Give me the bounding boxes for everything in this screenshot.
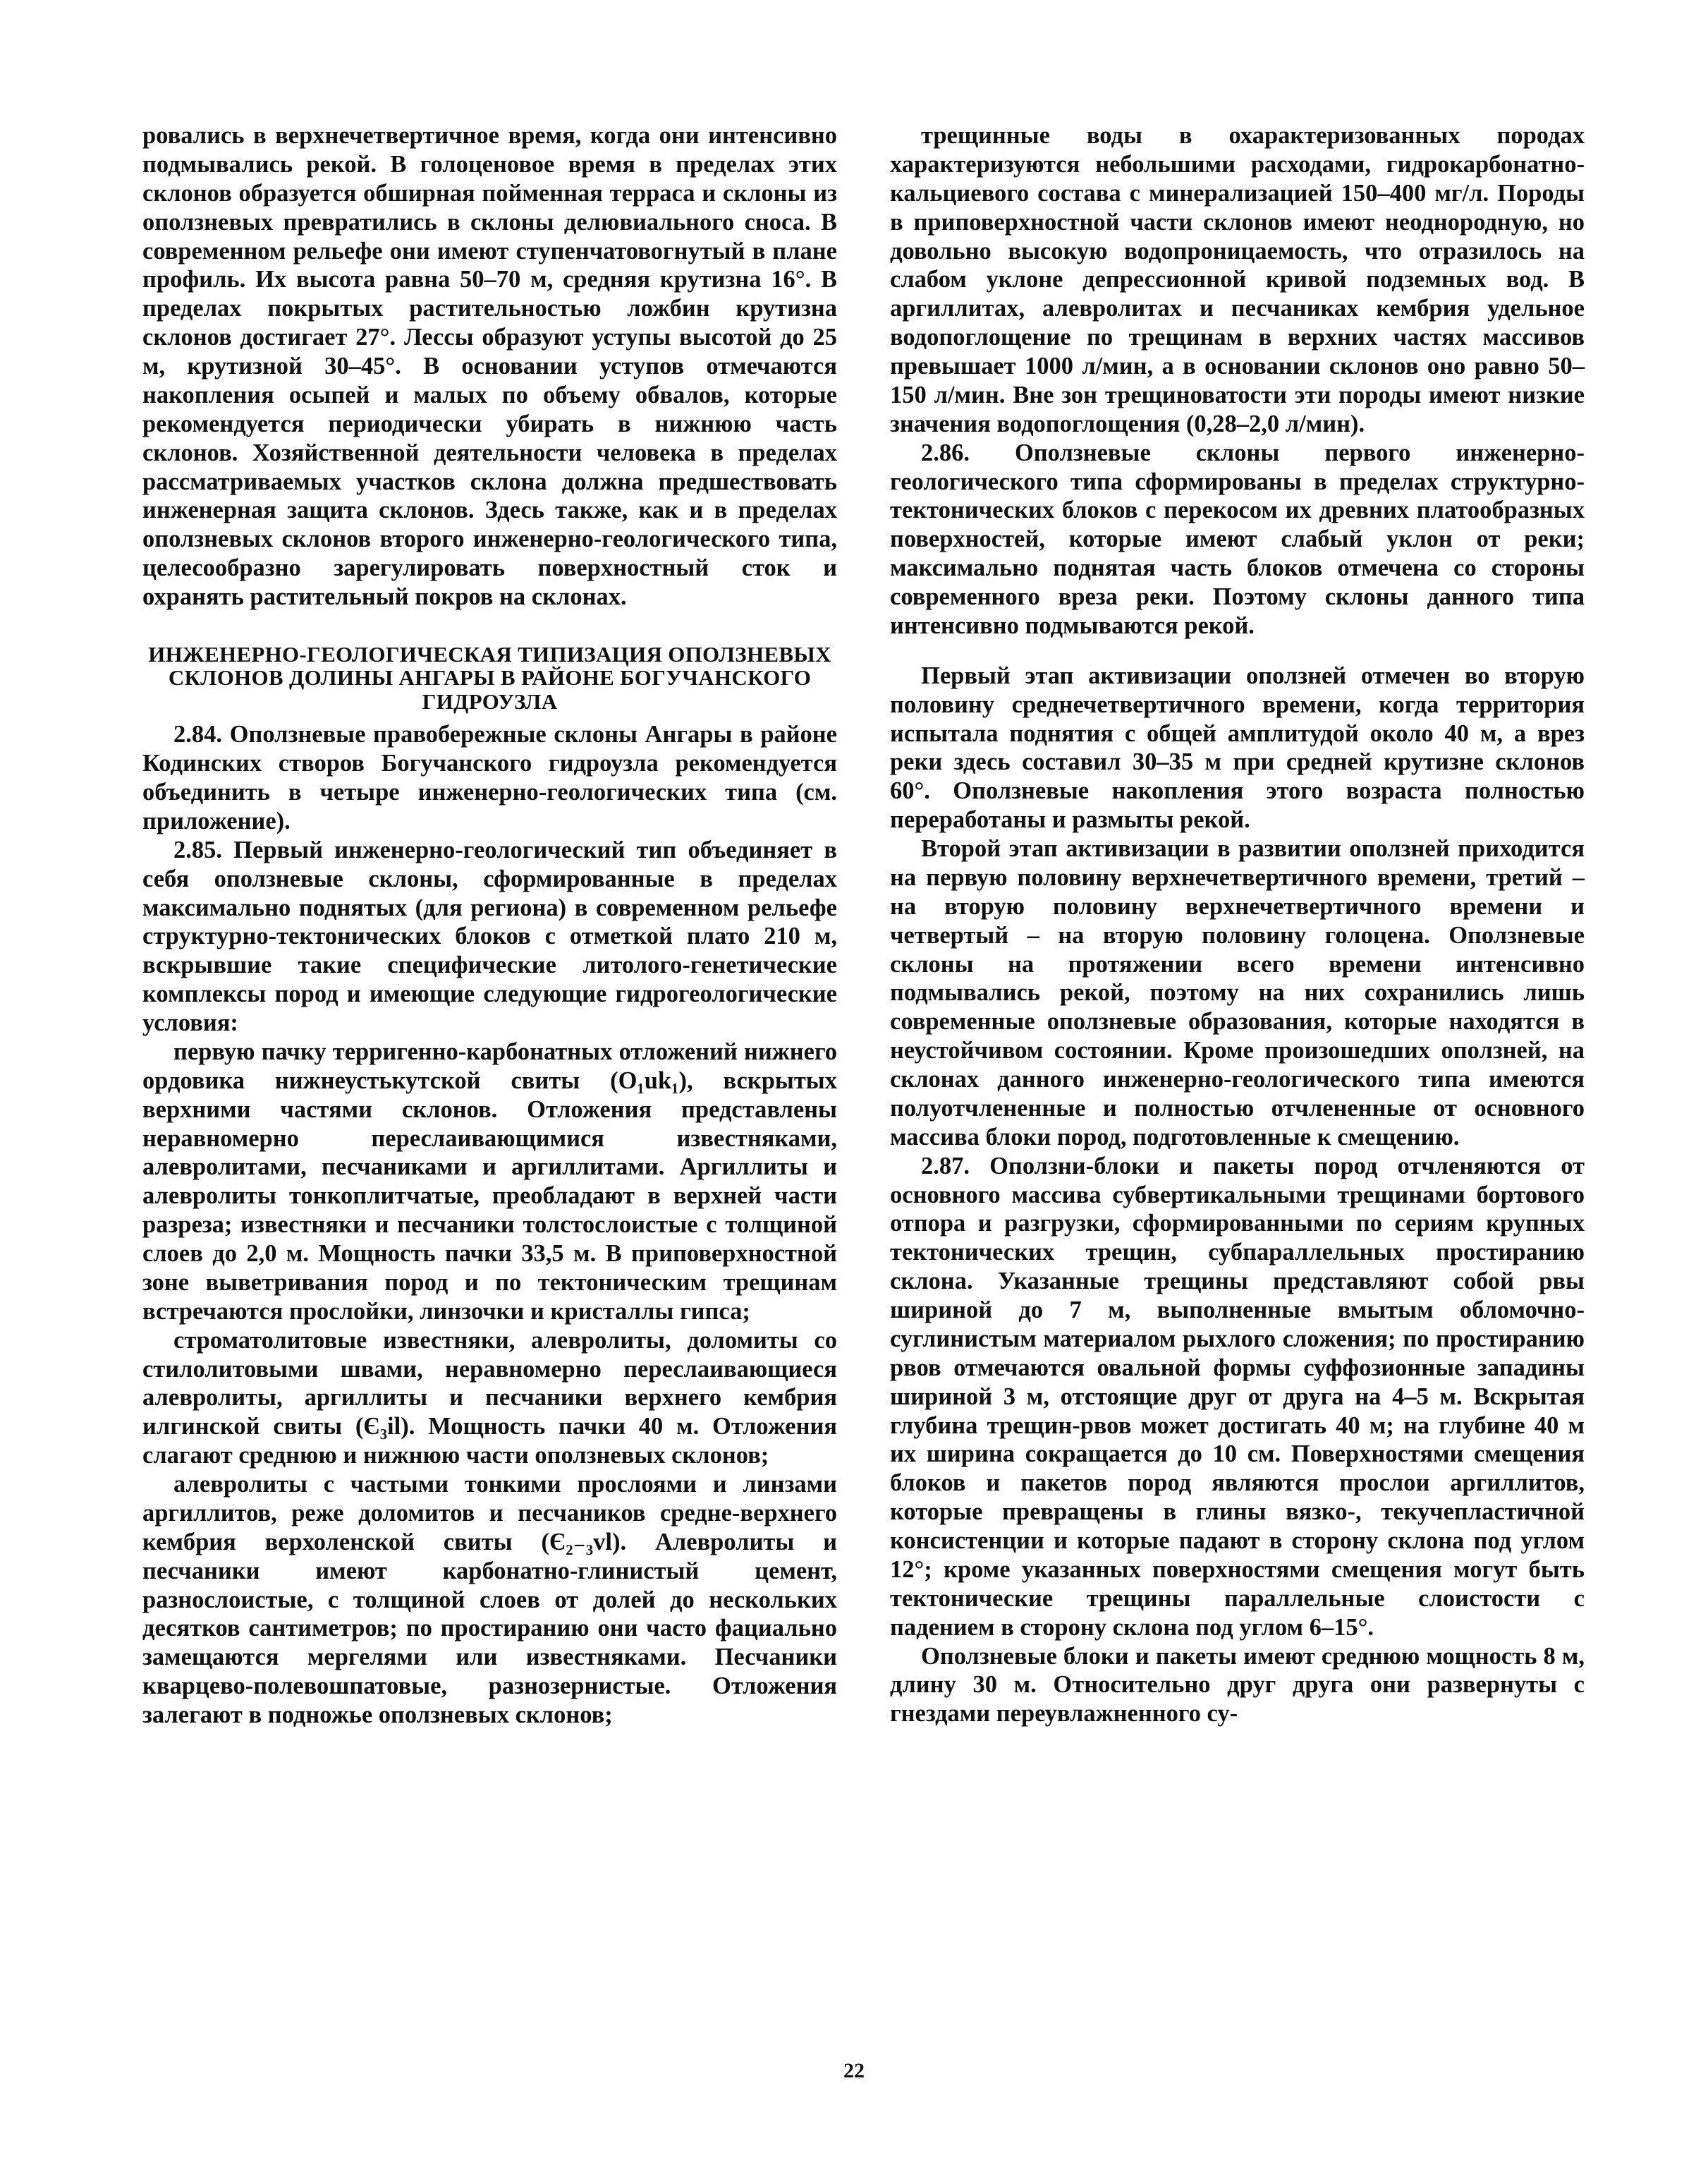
- paragraph-2-87: 2.87. Оползни-блоки и пакеты пород отчленяются от основного массива субвертикальными трещинами бортового отпора и разгрузки, сформированными по сериям крупных тектонических трещин, субпараллельных простиранию склона. Указанные трещины представляют собой рвы шириной до 7 м, выполненные вмытым обломочно-суглинистым материалом рыхлого сложения; по простиранию рвов отмечаются овальной формы суффозионные западины шириной 3 м, отстоящие друг от друга на 4–5 м. Вскрытая глубина трещин-рвов может достигать 40 м; на глубине 40 м их ширина сокращается до 10 см. Поверхностями смещения блоков и пакетов пород являются прослои аргиллитов, которые превращены в глины вязко-, текучепластичной консистенции и которые падают в сторону склона под углом 12°; кроме указанных поверхностями смещения могут быть тектонические трещины параллельные слоистости с падением в сторону склона под углом 6–15°.: [890, 1152, 1585, 1641]
- left-column: [142, 121, 837, 1730]
- paragraph-2-85: 2.85. Первый инженерно-геологический тип объединяет в себя оползневые склоны, сформированные в пределах максимально поднятых (для региона) в современном рельефе структурно-тектонических блоков с отметкой плато 210 м, вскрывшие такие специфические литолого-генетические комплексы пород и имеющие следующие гидрогеологические условия:: [142, 836, 837, 1037]
- paragraph: ровались в верхнечетвертичное время, когда они интенсивно подмывались рекой. В голоценовое время в пределах этих склонов образуется обширная пойменная терраса и склоны из оползневых превратились в склоны делювиального сноса. В современном рельефе они имеют ступенчатовогнутый в плане профиль. Их высота равна 50–70 м, средняя крутизна 16°. В пределах покрытых растительностью ложбин крутизна склонов достигает 27°. Лессы образуют уступы высотой до 25 м, крутизной 30–45°. В основании уступов отмечаются накопления осыпей и малых по объему обвалов, которые рекомендуется периодически убирать в нижнюю часть склонов. Хозяйственной деятельности человека в пределах рассматриваемых участков склона должна предшествовать инженерная защита склонов. Здесь также, как и в пределах оползневых склонов второго инженерно-геологического типа, целесообразно зарегулировать поверхностный сток и охранять растительный покров на склонах.: [142, 122, 837, 610]
- right-column: [890, 121, 1585, 1728]
- paragraph: Оползневые блоки и пакеты имеют среднюю мощность 8 м, длину 30 м. Относительно друг друга они развернуты с гнездами переувлажненного су-: [890, 1642, 1585, 1728]
- page-number: 22: [843, 2059, 865, 2082]
- paragraph-2-86: 2.86. Оползневые склоны первого инженерно-геологического типа сформированы в пределах структурно-тектонических блоков с перекосом их древних платообразных поверхностей, которые имеют слабый уклон от реки; максимально поднятая часть блоков отмечена со стороны современного вреза реки. Поэтому склоны данного типа интенсивно подмываются рекой.: [890, 439, 1585, 639]
- paragraph: Первый этап активизации оползней отмечен во вторую половину среднечетвертичного времени, когда территория испытала поднятия с общей амплитудой около 40 м, а врез реки здесь составил 30–35 м при средней крутизне склонов 60°. Оползневые накопления этого возраста полностью переработаны и размыты рекой.: [890, 662, 1585, 834]
- paragraph: строматолитовые известняки, алевролиты, доломиты со стилолитовыми швами, неравномерно переслаивающиеся алевролиты, аргиллиты и песчаники верхнего кембрия илгинской свиты (Є₃il). Мощность пачки 40 м. Отложения слагают среднюю и нижнюю части оползневых склонов;: [142, 1326, 837, 1469]
- paragraph-2-84: 2.84. Оползневые правобережные склоны Ангары в районе Кодинских створов Богучанского гидроузла рекомендуется объединить в четыре инженерно-геологических типа (см. приложение).: [142, 721, 837, 834]
- paragraph: трещинные воды в охарактеризованных породах характеризуются небольшими расходами, гидрокарбонатно-кальциевого состава с минерализацией 150–400 мг/л. Породы в приповерхностной части склонов имеют неоднородную, но довольно высокую водопроницаемость, что отразилось на слабом уклоне депрессионной кривой подземных вод. В аргиллитах, алевролитах и песчаниках кембрия удельное водопоглощение по трещинам в верхних частях массивов превышает 1000 л/мин, а в основании склонов оно равно 50–150 л/мин. Вне зон трещиноватости эти породы имеют низкие значения водопоглощения (0,28–2,0 л/мин).: [890, 122, 1585, 437]
- paragraph: алевролиты с частыми тонкими прослоями и линзами аргиллитов, реже доломитов и песчаников средне-верхнего кембрия верхоленской свиты (Є₂₋₃vl). Алевролиты и песчаники имеют карбонатно-глинистый цемент, разнослоистые, с толщиной слоев от долей до нескольких десятков сантиметров; по простиранию они часто фациально замещаются мергелями или известняками. Песчаники кварцево-полевошпатовые, разнозернистые. Отложения залегают в подножье оползневых склонов;: [142, 1471, 837, 1729]
- section-heading: ИНЖЕНЕРНО-ГЕОЛОГИЧЕСКАЯ ТИПИЗАЦИЯ ОПОЛЗНЕВЫХ СКЛОНОВ ДОЛИНЫ АНГАРЫ В РАЙОНЕ БОГУЧАНСКОГО ГИДРОУЗЛА: [148, 641, 831, 714]
- paragraph: первую пачку терригенно-карбонатных отложений нижнего ордовика нижнеустькутской свиты (O₁uk₁), вскрытых верхними частями склонов. Отложения представлены неравномерно переслаивающимися известняками, алевролитами, песчаниками и аргиллитами. Аргиллиты и алевролиты тонкоплитчатые, преобладают в верхней части разреза; известняки и песчаники толстослоистые с толщиной слоев до 2,0 м. Мощность пачки 33,5 м. В приповерхностной зоне выветривания пород и по тектоническим трещинам встречаются прослойки, линзочки и кристаллы гипса;: [142, 1038, 837, 1325]
- paragraph: Второй этап активизации в развитии оползней приходится на первую половину верхнечетвертичного времени, третий – на вторую половину верхнечетвертичного времени и четвертый – на вторую половину голоцена. Оползневые склоны на протяжении всего времени интенсивно подмывались рекой, поэтому на них сохранились лишь современные оползневые образования, которые находятся в неустойчивом состоянии. Кроме произошедших оползней, на склонах данного инженерно-геологического типа имеются полуотчлененные и полностью отчлененные от основного массива блоки пород, подготовленные к смещению.: [890, 835, 1585, 1151]
